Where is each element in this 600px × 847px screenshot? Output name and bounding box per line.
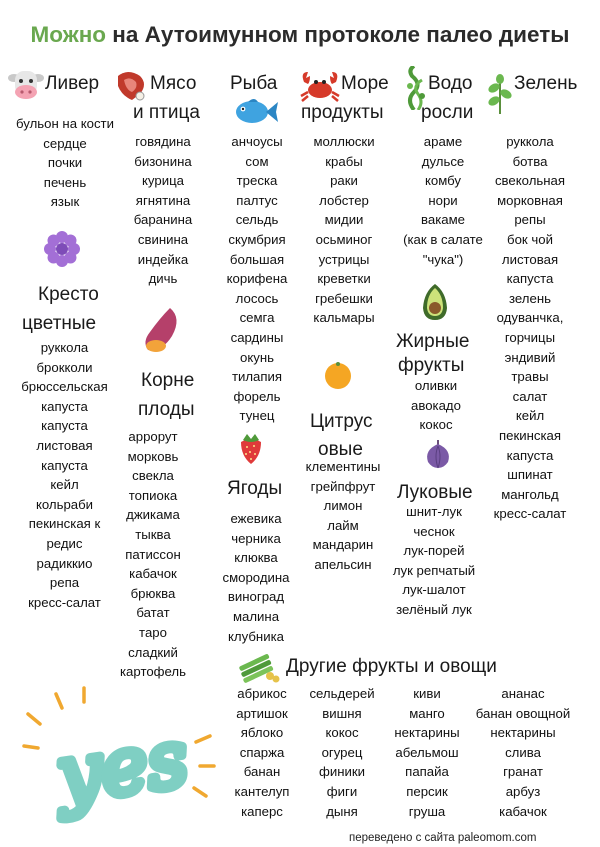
list-item: кокос xyxy=(419,417,453,433)
list-item: гребешки xyxy=(315,290,373,306)
list-item: мидии xyxy=(324,212,364,228)
list-item: банан овощной xyxy=(475,705,571,721)
list-item: баранина xyxy=(133,212,193,228)
other-list-col4 xyxy=(467,684,579,821)
list-item: устрицы xyxy=(318,251,370,267)
list-item: горчицы xyxy=(504,329,556,345)
list-item: кресс-салат xyxy=(493,506,567,522)
list-item: руккола xyxy=(506,134,554,149)
list-item: яблоко xyxy=(240,725,284,741)
list-item: сом xyxy=(245,153,269,169)
list-item: салат xyxy=(512,388,548,404)
list-item: свинина xyxy=(137,231,189,247)
list-item: абельмош xyxy=(395,744,459,760)
list-item: киви xyxy=(413,686,441,701)
list-item: кабачок xyxy=(499,803,547,819)
list-item: морковная xyxy=(497,192,563,208)
list-item: капуста xyxy=(41,457,88,473)
avocado-icon xyxy=(420,282,450,322)
list-item: нори xyxy=(428,192,458,208)
list-item: кейл xyxy=(50,477,79,493)
list-item: язык xyxy=(50,194,80,210)
category-alliums-label: Луковые xyxy=(397,482,473,503)
list-item: печень xyxy=(43,174,87,190)
category-citrus-label-2: овые xyxy=(318,439,363,460)
list-item: индейка xyxy=(137,251,189,267)
list-item: дичь xyxy=(148,271,178,287)
list-item: радиккио xyxy=(36,555,93,571)
list-item: дыня xyxy=(326,803,358,819)
list-item: форель xyxy=(233,388,281,404)
list-item: осьминог xyxy=(315,231,373,247)
list-item: сельдерей xyxy=(309,686,375,701)
list-item: сельдь xyxy=(235,212,279,228)
list-item: кресс-салат xyxy=(28,594,101,610)
list-item: огурец xyxy=(321,744,363,760)
list-item: одуванчка, xyxy=(496,310,564,326)
category-fatty-label: Жирные xyxy=(396,331,470,352)
list-item: персик xyxy=(406,783,448,799)
list-item: араме xyxy=(423,134,463,149)
list-item: лобстер xyxy=(319,192,369,208)
list-item: кейл xyxy=(515,408,545,424)
list-item: лайм xyxy=(327,517,359,533)
list-item: черника xyxy=(231,530,281,546)
list-item: грейпфрут xyxy=(310,478,376,494)
list-item: фиги xyxy=(326,783,358,799)
flower-icon xyxy=(43,230,81,268)
fish-list xyxy=(207,132,307,426)
roots-list xyxy=(103,427,203,682)
greens-list xyxy=(480,132,580,524)
category-seafood-label-2: продукты xyxy=(301,102,384,123)
list-item: чеснок xyxy=(413,523,455,539)
seaweed-list xyxy=(393,132,493,269)
list-item: ежевика xyxy=(230,511,282,526)
list-item: ботва xyxy=(512,153,548,169)
list-item: авокадо xyxy=(411,397,461,413)
list-item: бизонина xyxy=(134,153,192,169)
list-item: джикама xyxy=(126,507,180,523)
list-item: дульсе xyxy=(421,153,465,169)
list-item: зелёный лук xyxy=(396,601,472,617)
list-item: пекинская к xyxy=(28,516,101,532)
alliums-list xyxy=(384,502,484,620)
category-cruciferous-label-2: цветные xyxy=(22,313,97,334)
list-item: батат xyxy=(136,605,170,621)
list-item: палтус xyxy=(236,192,278,208)
page-title xyxy=(0,22,600,48)
list-item: крабы xyxy=(325,153,363,169)
list-item: таро xyxy=(139,624,167,640)
garlic-icon xyxy=(424,438,452,470)
list-item: клюква xyxy=(234,550,278,566)
list-item: травы xyxy=(511,369,549,385)
title-rest: на Аутоимунном протоколе палео диеты xyxy=(112,22,570,47)
list-item: вишня xyxy=(322,705,362,721)
list-item: пекинская xyxy=(498,427,562,443)
fish-icon xyxy=(234,96,278,128)
list-item: почки xyxy=(47,155,83,171)
cow-icon xyxy=(8,68,44,102)
list-item: кокос xyxy=(325,725,359,741)
title-highlight: Можно xyxy=(30,22,107,47)
list-item: тилапия xyxy=(231,369,283,385)
list-item: клементины xyxy=(305,459,381,474)
list-item: креветки xyxy=(317,271,371,287)
list-item: семга xyxy=(239,310,275,326)
yes-decoration xyxy=(18,684,218,834)
other-list-col3 xyxy=(377,684,477,821)
list-item: апельсин xyxy=(314,556,372,572)
list-item: спаржа xyxy=(239,744,285,760)
list-item: капуста xyxy=(506,271,554,287)
list-item: лук-порей xyxy=(403,543,465,559)
category-fatty-label-2: фрукты xyxy=(398,355,465,376)
list-item: курица xyxy=(142,173,184,189)
footer-source: переведено с сайта paleomom.com xyxy=(349,832,537,844)
list-item: тыква xyxy=(135,526,171,542)
list-item: виноград xyxy=(227,589,285,605)
list-item: листовая xyxy=(501,251,559,267)
list-item: руккола xyxy=(40,340,89,355)
citrus-list xyxy=(292,457,394,575)
list-item: смородина xyxy=(222,569,290,585)
list-item: капуста xyxy=(41,398,88,414)
list-item: нектарины xyxy=(490,725,556,741)
list-item: репа xyxy=(49,575,80,591)
list-item: патиссон xyxy=(125,546,181,562)
list-item: лук репчатый xyxy=(392,562,476,578)
list-item: свекла xyxy=(132,468,174,484)
list-item: лосось xyxy=(235,290,279,306)
list-item: капуста xyxy=(41,418,88,434)
list-item: большая xyxy=(229,251,285,267)
list-item: оливки xyxy=(414,378,458,393)
strawberry-icon xyxy=(239,432,263,464)
list-item: комбу xyxy=(424,173,462,189)
yes-text: yes xyxy=(51,713,194,821)
list-item: зелень xyxy=(509,290,551,306)
list-item: (как в салате xyxy=(403,231,483,247)
list-item: кальмары xyxy=(313,310,375,326)
list-item: листовая xyxy=(36,437,93,453)
list-item: брокколи xyxy=(36,359,93,375)
category-berries-label: Ягоды xyxy=(227,478,283,499)
list-item: тунец xyxy=(239,408,275,424)
meat-list xyxy=(112,132,214,289)
category-seaweed-label-2: росли xyxy=(421,102,474,123)
sweet-potato-icon xyxy=(142,306,182,356)
list-item: моллюски xyxy=(313,134,375,149)
list-item: шнит-лук xyxy=(406,504,462,519)
list-item: бульон на кости xyxy=(16,116,114,131)
list-item: кабачок xyxy=(129,566,177,582)
vegetables-icon xyxy=(236,646,280,684)
seafood-list xyxy=(293,132,395,328)
category-roots-label-2: плоды xyxy=(138,399,195,420)
list-item: папайа xyxy=(405,764,449,780)
list-item: сладкий xyxy=(128,644,178,660)
list-item: абрикос xyxy=(237,686,287,701)
list-item: малина xyxy=(232,608,280,624)
list-item: слива xyxy=(505,744,541,760)
list-item: окунь xyxy=(240,349,274,365)
list-item: анчоусы xyxy=(231,134,283,149)
list-item: мангольд xyxy=(501,486,559,502)
list-item: лук-шалот xyxy=(402,582,466,598)
category-seafood-label: Море xyxy=(341,73,389,94)
list-item: ягнятина xyxy=(135,192,191,208)
category-other-label: Другие фрукты и овощи xyxy=(286,656,497,677)
list-item: брюква xyxy=(130,585,176,601)
list-item: репы xyxy=(514,212,546,228)
list-item: лимон xyxy=(323,498,363,514)
list-item: скумбрия xyxy=(228,231,286,247)
list-item: мандарин xyxy=(312,537,374,553)
category-seaweed-label: Водо xyxy=(428,73,473,94)
list-item: "чука") xyxy=(422,251,464,267)
list-item: манго xyxy=(409,705,445,721)
list-item: картофель xyxy=(120,664,186,680)
list-item: корифена xyxy=(226,271,288,287)
liver-list xyxy=(0,114,130,212)
list-item: аррорут xyxy=(128,429,178,444)
category-greens-label: Зелень xyxy=(514,73,578,94)
list-item: свекольная xyxy=(494,173,566,189)
list-item: груша xyxy=(408,803,446,819)
list-item: ананас xyxy=(501,686,545,701)
list-item: кольраби xyxy=(35,496,94,512)
fatty-list xyxy=(386,376,486,435)
list-item: бок чой xyxy=(507,231,553,247)
category-meat-label-2: и птица xyxy=(133,102,200,123)
list-item: финики xyxy=(318,764,365,780)
list-item: раки xyxy=(330,173,358,189)
list-item: редис xyxy=(46,535,83,551)
list-item: артишок xyxy=(236,705,288,721)
list-item: нектарины xyxy=(394,725,460,741)
list-item: топиока xyxy=(128,487,178,503)
category-citrus-label: Цитрус xyxy=(310,411,373,432)
list-item: кантелуп xyxy=(234,783,290,799)
category-liver-label: Ливер xyxy=(45,73,100,94)
list-item: каперс xyxy=(241,803,283,819)
list-item: вакаме xyxy=(421,212,465,228)
list-item: сердце xyxy=(43,135,87,151)
list-item: клубника xyxy=(228,628,284,644)
list-item: морковь xyxy=(127,448,179,464)
list-item: гранат xyxy=(503,764,543,780)
list-item: сардины xyxy=(230,329,284,345)
category-cruciferous-label: Кресто xyxy=(38,284,99,305)
list-item: эндивий xyxy=(504,349,556,365)
list-item: брюссельская xyxy=(21,379,108,395)
meat-icon xyxy=(114,70,148,102)
berries-list xyxy=(206,509,306,646)
list-item: шпинат xyxy=(507,467,553,483)
list-item: капуста xyxy=(506,447,554,463)
list-item: банан xyxy=(243,764,281,780)
list-item: говядина xyxy=(135,134,191,149)
herb-icon xyxy=(487,74,513,114)
list-item: арбуз xyxy=(505,783,541,799)
list-item: треска xyxy=(236,173,278,189)
category-roots-label: Корне xyxy=(141,370,195,391)
orange-icon xyxy=(323,360,353,390)
category-meat-label: Мясо xyxy=(150,73,197,94)
category-fish-label: Рыба xyxy=(230,73,278,94)
